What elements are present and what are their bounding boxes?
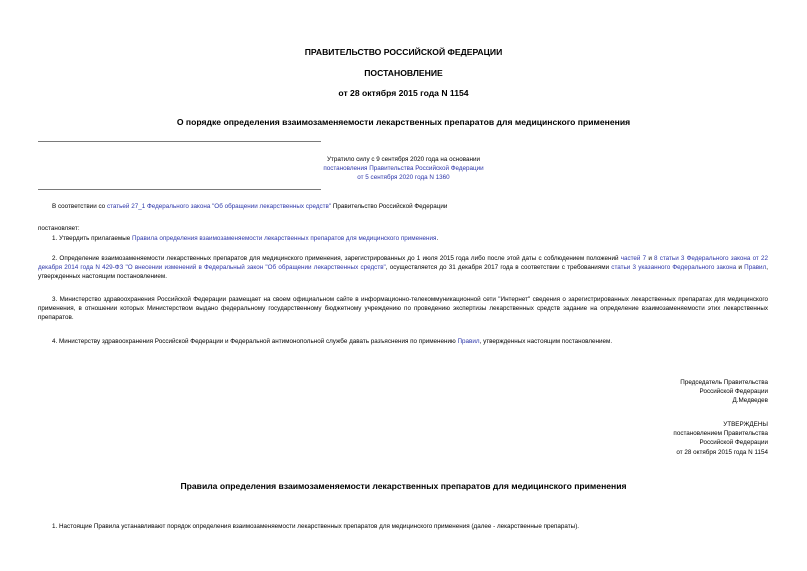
item-1-end: .	[436, 235, 439, 242]
signature-country: Российской Федерации	[699, 388, 768, 396]
article-3-link[interactable]: статьи 3 указанного Федерального закона	[611, 264, 737, 272]
top-divider	[38, 141, 321, 142]
approved-by: постановлением Правительства	[673, 430, 768, 438]
government-heading: ПРАВИТЕЛЬСТВО РОССИЙСКОЙ ФЕДЕРАЦИИ	[304, 47, 503, 57]
item-2-mid: , осуществляется до 31 декабря 2017 года в соответствии с требованиями	[385, 264, 612, 272]
approved-block	[673, 420, 768, 457]
repeal-decree-link[interactable]: постановления Правительства Российской Федерации	[323, 165, 484, 173]
item-3: 3. Министерство здравоохранения Российской Федерации размещает на своем официальном сайте в информационно-телекоммуникационной сети "Интернет" сведения о зарегистрированных лекарственных препаратах для медицинского применения, в отношении которых Министерством выдано федеральному государственному бюджетному учреждению по проведению экспертизы лекарственных средств задание на определение взаимозаменяемости этих лекарственных препаратов.	[38, 296, 768, 322]
federal-law-429-link[interactable]: 8 статьи 3 Федерального закона от 22 декабря 2014 года N 429-ФЗ "О внесении изменений в Федеральный закон "Об обращении лекарственных средств"	[38, 255, 768, 272]
approved-date: от 28 октября 2015 года N 1154	[676, 448, 768, 456]
decrees-word: постановляет:	[38, 225, 80, 232]
rules-short-link[interactable]: Правил	[744, 264, 767, 272]
document-title: О порядке определения взаимозаменяемости лекарственных препаратов для медицинского применения	[176, 117, 631, 127]
preamble	[52, 202, 772, 211]
signature-block	[680, 378, 768, 406]
document-type: ПОСТАНОВЛЕНИЕ	[364, 68, 443, 78]
status-note	[300, 155, 507, 183]
bottom-divider	[38, 189, 321, 190]
preamble-text: В соответствии со	[52, 203, 107, 210]
item-1	[52, 234, 772, 243]
item-2	[38, 254, 768, 282]
item-2-and-2: и	[736, 264, 745, 272]
rules-item-1: 1. Настоящие Правила устанавливают порядок определения взаимозаменяемости лекарственных препаратов для медицинского применения (далее - лекарственные препараты).	[52, 523, 580, 530]
item-4-text: 4. Министерству здравоохранения Российской Федерации и Федеральной антимонопольной службе давать разъяснения по применению	[52, 338, 458, 345]
item-2-end: , утвержденных настоящим постановлением.	[38, 264, 768, 281]
signature-name: Д.Медведев	[732, 397, 768, 405]
status-note-line: Утратило силу с 9 сентября 2020 года на основании	[326, 156, 480, 163]
item-4-end: , утвержденных настоящим постановлением.	[479, 338, 613, 345]
preamble-text-after: Правительство Российской Федерации	[331, 203, 448, 210]
repeal-decree-date-link[interactable]: от 5 сентября 2020 года N 1360	[357, 174, 450, 182]
rules-title: Правила определения взаимозаменяемости лекарственных препаратов для медицинского применения	[180, 481, 627, 491]
article-27-1-link[interactable]: статьей 27_1 Федерального закона "Об обращении лекарственных средств"	[106, 203, 332, 210]
item-1-text: 1. Утвердить прилагаемые	[52, 235, 132, 242]
rules-link-2[interactable]: Правил	[457, 338, 480, 345]
item-4	[52, 337, 772, 346]
approved-heading: УТВЕРЖДЕНЫ	[723, 421, 768, 428]
document-date-number: от 28 октября 2015 года N 1154	[338, 88, 469, 98]
rules-link[interactable]: Правила определения взаимозаменяемости лекарственных препаратов для медицинского применения	[132, 235, 437, 242]
item-2-and: и	[646, 255, 655, 262]
approved-country: Российской Федерации	[699, 439, 768, 447]
part-7-link[interactable]: частей 7	[620, 255, 647, 262]
signature-position: Председатель Правительства	[680, 379, 768, 386]
item-2-text: 2. Определение взаимозаменяемости лекарственных препаратов для медицинского применения, зарегистрированных до 1 июля 2015 года либо после этой даты с соблюдением положений	[52, 255, 621, 262]
